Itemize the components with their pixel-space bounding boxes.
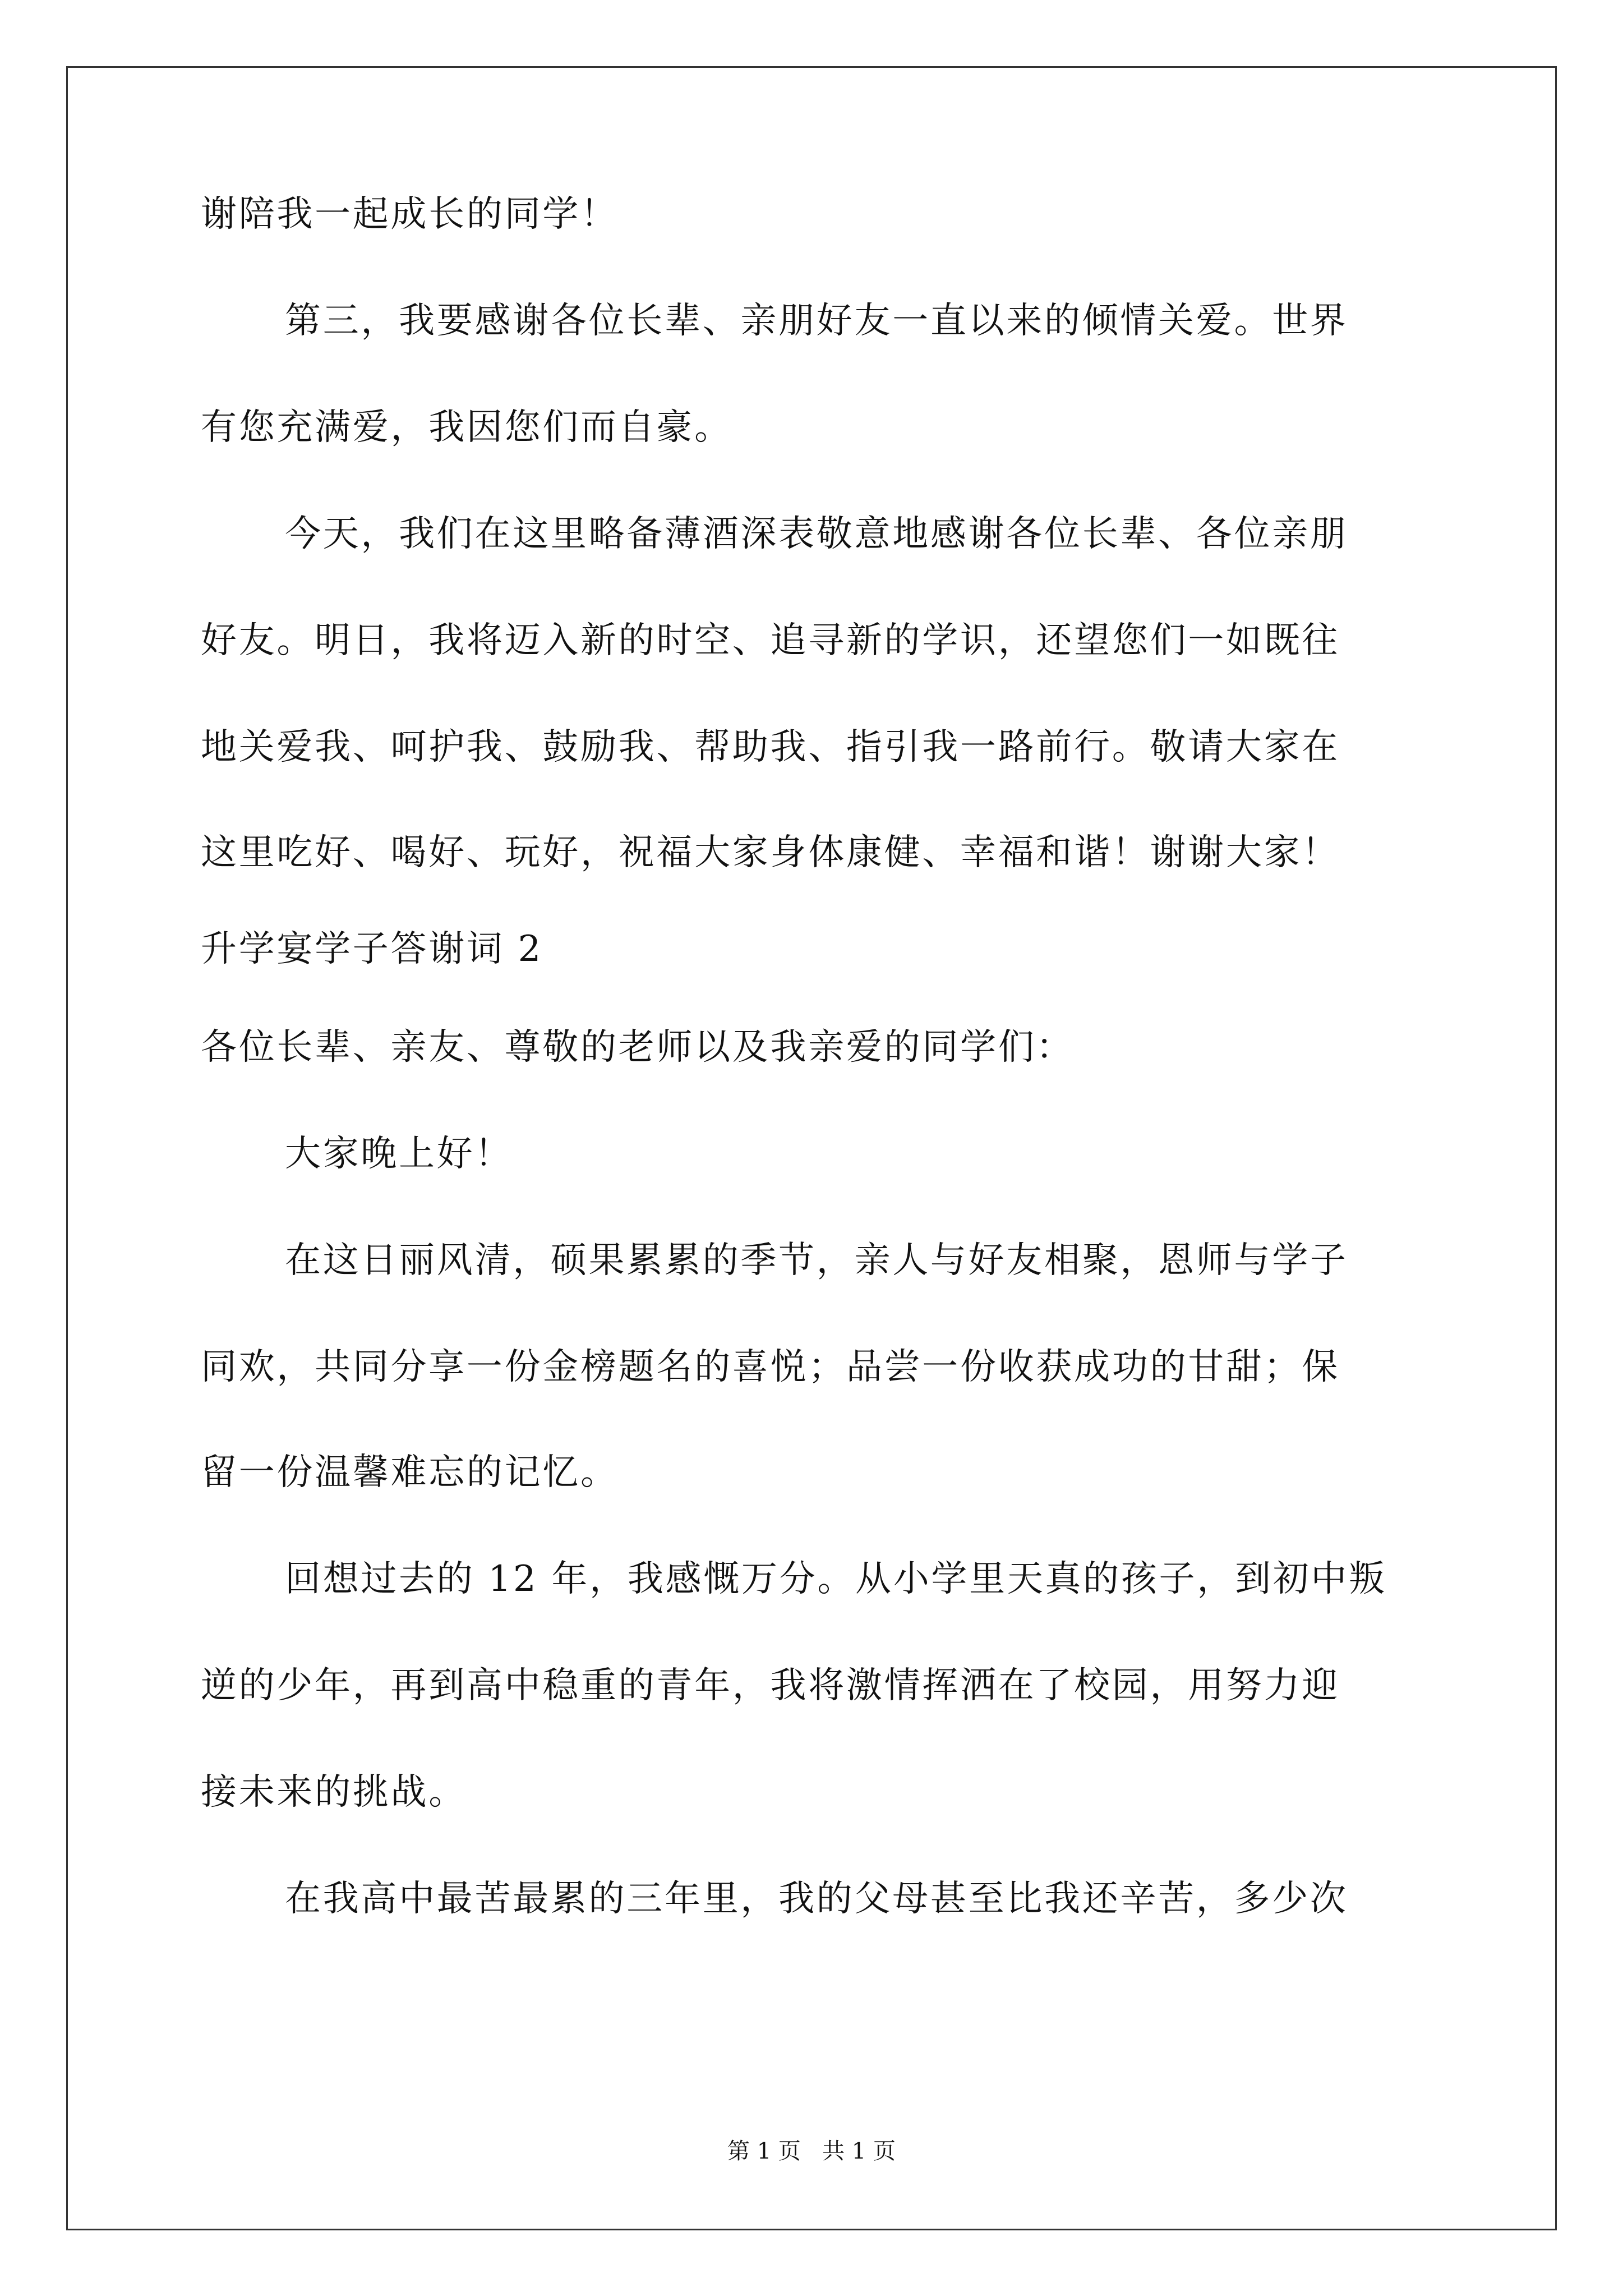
text-line: 这里吃好、喝好、玩好，祝福大家身体康健、幸福和谐！谢谢大家！ bbox=[201, 832, 1340, 873]
section-heading: 升学宴学子答谢词 2 bbox=[201, 928, 543, 970]
text-line: 今天，我们在这里略备薄酒深表敬意地感谢各位长辈、各位亲朋 bbox=[285, 513, 1348, 555]
text-line: 有您充满爱，我因您们而自豪。 bbox=[201, 407, 732, 448]
text-line: 在这日丽风清，硕果累累的季节，亲人与好友相聚，恩师与学子 bbox=[285, 1240, 1348, 1281]
text-line: 接未来的挑战。 bbox=[201, 1772, 467, 1813]
text-line: 第三，我要感谢各位长辈、亲朋好友一直以来的倾情关爱。世界 bbox=[285, 300, 1348, 342]
salutation: 各位长辈、亲友、尊敬的老师以及我亲爱的同学们： bbox=[201, 1027, 1075, 1068]
text-line: 逆的少年，再到高中稳重的青年，我将激情挥洒在了校园，用努力迎 bbox=[201, 1665, 1340, 1706]
text-line: 回想过去的 12 年，我感慨万分。从小学里天真的孩子，到初中叛 bbox=[285, 1558, 1387, 1600]
text-line: 在我高中最苦最累的三年里，我的父母甚至比我还辛苦，多少次 bbox=[285, 1878, 1348, 1920]
text-line: 同欢，共同分享一份金榜题名的喜悦；品尝一份收获成功的甘甜；保 bbox=[201, 1346, 1340, 1388]
text-line: 留一份温馨难忘的记忆。 bbox=[201, 1452, 619, 1493]
text-line: 好友。明日，我将迈入新的时空、追寻新的学识，还望您们一如既往 bbox=[201, 620, 1340, 661]
text-line: 谢陪我一起成长的同学！ bbox=[201, 194, 619, 235]
text-line: 地关爱我、呵护我、鼓励我、帮助我、指引我一路前行。敬请大家在 bbox=[201, 726, 1340, 768]
page-footer: 第 1 页 共 1 页 bbox=[727, 2138, 896, 2164]
greeting: 大家晚上好！ bbox=[285, 1133, 513, 1175]
